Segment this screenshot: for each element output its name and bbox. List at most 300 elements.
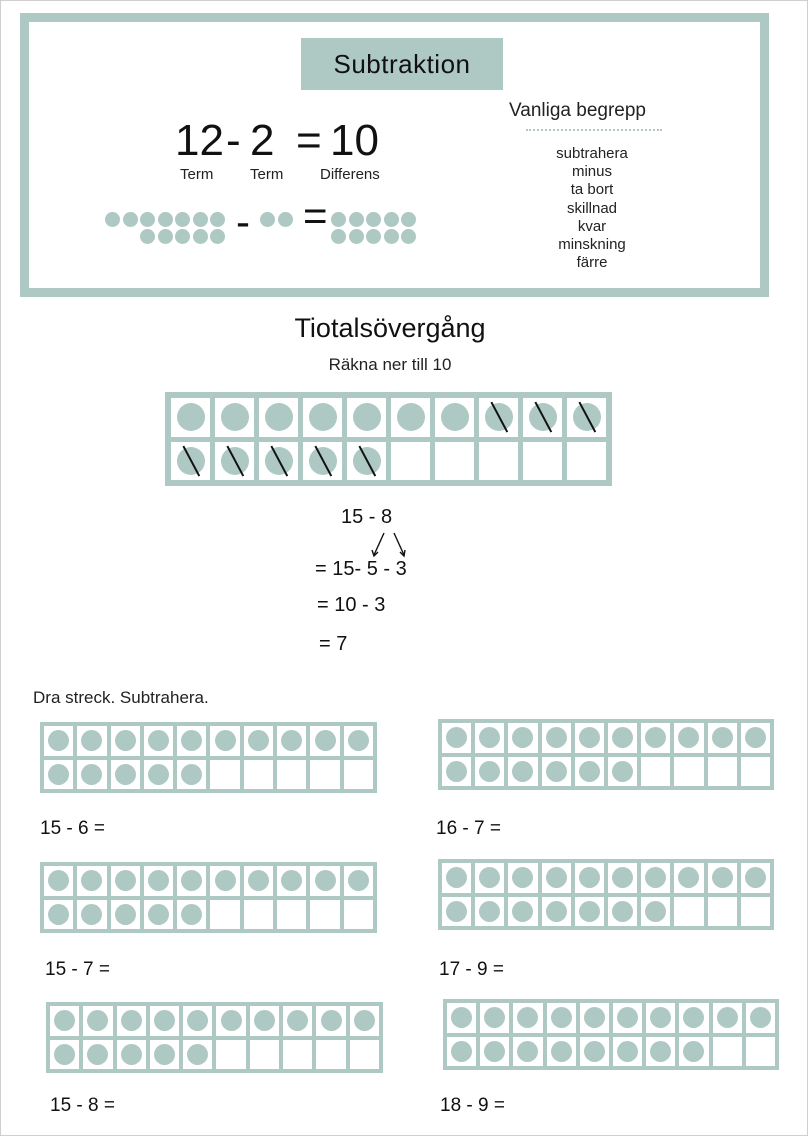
ten-frame-cell bbox=[442, 723, 471, 753]
exercise-ten-frame[interactable] bbox=[438, 859, 774, 930]
counter-dot bbox=[54, 1044, 75, 1065]
ten-frame-cell bbox=[447, 1003, 476, 1033]
equation-second-term: 2 bbox=[250, 116, 275, 165]
counter-dot bbox=[48, 764, 69, 785]
counter-dot bbox=[645, 727, 666, 748]
ten-frame-cell bbox=[641, 757, 670, 787]
ten-frame-cell bbox=[303, 442, 342, 481]
counter-dot bbox=[105, 212, 120, 227]
ten-frame-cell bbox=[210, 900, 239, 930]
exercise-problem: 15 - 7 = bbox=[45, 959, 110, 980]
page-title: Subtraktion bbox=[301, 38, 503, 90]
counter-dot bbox=[551, 1041, 572, 1062]
ten-frame-cell bbox=[713, 1003, 742, 1033]
ten-frame-cell bbox=[567, 442, 606, 481]
exercise-instruction: Dra streck. Subtrahera. bbox=[33, 688, 209, 707]
counter-dot bbox=[546, 867, 567, 888]
counter-dot bbox=[384, 212, 399, 227]
counter-dot bbox=[148, 870, 169, 891]
ten-frame-cell bbox=[741, 897, 770, 927]
counter-dot bbox=[115, 904, 136, 925]
counter-dot bbox=[115, 870, 136, 891]
ten-frame-cell bbox=[77, 726, 106, 756]
counter-dot bbox=[321, 1010, 342, 1031]
counter-dot bbox=[484, 1041, 505, 1062]
ten-frame-cell bbox=[608, 863, 637, 893]
counter-dot bbox=[87, 1044, 108, 1065]
ten-frame-cell bbox=[77, 760, 106, 790]
counter-dot bbox=[479, 867, 500, 888]
counter-dot bbox=[645, 901, 666, 922]
ten-frame-cell bbox=[435, 398, 474, 437]
counter-dot bbox=[210, 229, 225, 244]
counter-dot bbox=[745, 867, 766, 888]
exercise-problem: 15 - 6 = bbox=[40, 818, 105, 839]
counter-dot bbox=[451, 1041, 472, 1062]
ten-frame-cell bbox=[475, 897, 504, 927]
counter-dot bbox=[81, 730, 102, 751]
ten-frame-cell bbox=[50, 1040, 79, 1070]
counter-dot bbox=[123, 212, 138, 227]
ten-frame-cell bbox=[608, 757, 637, 787]
concept-item: ta bort bbox=[570, 181, 614, 199]
ten-frame-cell bbox=[674, 723, 703, 753]
counter-dot bbox=[349, 212, 364, 227]
ten-frame-cell bbox=[646, 1003, 675, 1033]
ten-frame-cell bbox=[513, 1037, 542, 1067]
counter-dot bbox=[181, 730, 202, 751]
ten-frame-cell bbox=[111, 900, 140, 930]
ten-frame-cell bbox=[713, 1037, 742, 1067]
equation-minus: - bbox=[226, 116, 241, 165]
counter-dot bbox=[712, 867, 733, 888]
counter-dot bbox=[579, 761, 600, 782]
ten-frame-cell bbox=[741, 723, 770, 753]
counter-dot bbox=[650, 1041, 671, 1062]
counter-dot bbox=[678, 867, 699, 888]
ten-frame-cell bbox=[250, 1006, 279, 1036]
counter-dot bbox=[366, 212, 381, 227]
ten-frame-cell bbox=[513, 1003, 542, 1033]
ten-frame-cell bbox=[708, 897, 737, 927]
ten-frame-cell bbox=[83, 1040, 112, 1070]
ten-frame-cell bbox=[391, 442, 430, 481]
counter-dot bbox=[181, 904, 202, 925]
counter-dot bbox=[254, 1010, 275, 1031]
counter-dot bbox=[617, 1041, 638, 1062]
ten-frame-cell bbox=[508, 897, 537, 927]
ten-frame-cell bbox=[523, 442, 562, 481]
counter-dot bbox=[348, 870, 369, 891]
counter-dot bbox=[678, 727, 699, 748]
ten-frame-cell bbox=[177, 760, 206, 790]
counter-dot bbox=[650, 1007, 671, 1028]
ten-frame-cell bbox=[746, 1037, 775, 1067]
concept-item: färre bbox=[576, 254, 608, 272]
counter-dot bbox=[115, 764, 136, 785]
ten-frame-cell bbox=[679, 1003, 708, 1033]
counter-dot bbox=[546, 761, 567, 782]
counter-dot bbox=[154, 1010, 175, 1031]
ten-frame-cell bbox=[613, 1037, 642, 1067]
ten-frame-cell bbox=[216, 1040, 245, 1070]
ten-frame-cell bbox=[523, 398, 562, 437]
ten-frame-cell bbox=[508, 757, 537, 787]
ten-frame-cell bbox=[679, 1037, 708, 1067]
ten-frame-cell bbox=[277, 866, 306, 896]
counter-dot bbox=[181, 764, 202, 785]
ten-frame-cell bbox=[542, 723, 571, 753]
counter-dot bbox=[158, 229, 173, 244]
ten-frame-cell bbox=[77, 900, 106, 930]
counter-dot bbox=[278, 212, 293, 227]
demo-ten-frame bbox=[165, 392, 612, 486]
ten-frame-cell bbox=[475, 723, 504, 753]
ten-frame-cell bbox=[44, 900, 73, 930]
counter-dot bbox=[48, 870, 69, 891]
counter-dot bbox=[551, 1007, 572, 1028]
section-subheading: Räkna ner till 10 bbox=[328, 355, 452, 374]
ten-frame-cell bbox=[547, 1003, 576, 1033]
exercise-ten-frame[interactable] bbox=[40, 722, 377, 793]
ten-frame-cell bbox=[183, 1006, 212, 1036]
ten-frame-cell bbox=[77, 866, 106, 896]
counter-dot bbox=[309, 447, 337, 475]
counter-dot bbox=[248, 730, 269, 751]
concept-item: skillnad bbox=[566, 199, 618, 217]
counter-dot bbox=[177, 403, 205, 431]
ten-frame-cell bbox=[216, 1006, 245, 1036]
counter-dot bbox=[612, 727, 633, 748]
counter-dot bbox=[546, 901, 567, 922]
ten-frame-cell bbox=[567, 398, 606, 437]
counter-dot bbox=[140, 212, 155, 227]
concept-item: minus bbox=[571, 163, 612, 181]
ten-frame-cell bbox=[347, 442, 386, 481]
counter-dot bbox=[397, 403, 425, 431]
counter-dot bbox=[54, 1010, 75, 1031]
ten-frame-cell bbox=[391, 398, 430, 437]
equation-equals: = bbox=[296, 116, 322, 165]
counter-dot bbox=[309, 403, 337, 431]
ten-frame-cell bbox=[508, 723, 537, 753]
ten-frame-cell bbox=[83, 1006, 112, 1036]
ten-frame-cell bbox=[244, 726, 273, 756]
ten-frame-cell bbox=[111, 726, 140, 756]
ten-frame-cell bbox=[316, 1006, 345, 1036]
dot-model-minus: - bbox=[236, 198, 250, 245]
ten-frame-cell bbox=[442, 897, 471, 927]
counter-dot bbox=[121, 1010, 142, 1031]
counter-dot bbox=[584, 1041, 605, 1062]
ten-frame-cell bbox=[177, 726, 206, 756]
concepts-list bbox=[512, 145, 672, 272]
ten-frame-cell bbox=[244, 900, 273, 930]
ten-frame-cell bbox=[347, 398, 386, 437]
ten-frame-cell bbox=[117, 1006, 146, 1036]
counter-dot bbox=[517, 1007, 538, 1028]
counter-dot bbox=[181, 870, 202, 891]
counter-dot bbox=[750, 1007, 771, 1028]
step-line-1: 15 - 8 bbox=[341, 506, 393, 528]
ten-frame-cell bbox=[144, 900, 173, 930]
counter-dot bbox=[446, 761, 467, 782]
ten-frame-cell bbox=[50, 1006, 79, 1036]
ten-frame-cell bbox=[171, 442, 210, 481]
counter-dot bbox=[215, 730, 236, 751]
ten-frame-cell bbox=[111, 760, 140, 790]
label-term-second: Term bbox=[250, 166, 284, 183]
counter-dot bbox=[446, 727, 467, 748]
ten-frame-cell bbox=[508, 863, 537, 893]
ten-frame-cell bbox=[277, 760, 306, 790]
ten-frame-cell bbox=[479, 442, 518, 481]
step-line-3: = 10 - 3 bbox=[317, 594, 386, 616]
ten-frame-cell bbox=[111, 866, 140, 896]
counter-dot bbox=[573, 403, 601, 431]
step-line-4: = 7 bbox=[319, 633, 348, 655]
counter-dot bbox=[248, 870, 269, 891]
ten-frame-cell bbox=[244, 760, 273, 790]
label-difference: Differens bbox=[320, 166, 380, 183]
counter-dot bbox=[579, 867, 600, 888]
equation-first-term: 12 bbox=[175, 116, 224, 165]
ten-frame-cell bbox=[316, 1040, 345, 1070]
ten-frame-cell bbox=[741, 863, 770, 893]
counter-dot bbox=[193, 212, 208, 227]
ten-frame-cell bbox=[44, 760, 73, 790]
counter-dot bbox=[115, 730, 136, 751]
ten-frame-cell bbox=[310, 866, 339, 896]
counter-dot bbox=[348, 730, 369, 751]
counter-dot bbox=[175, 229, 190, 244]
ten-frame-cell bbox=[310, 900, 339, 930]
counter-dot bbox=[175, 212, 190, 227]
counter-dot bbox=[485, 403, 513, 431]
counter-dot bbox=[158, 212, 173, 227]
ten-frame-cell bbox=[150, 1006, 179, 1036]
counter-dot bbox=[148, 904, 169, 925]
counter-dot bbox=[315, 730, 336, 751]
ten-frame-cell bbox=[674, 863, 703, 893]
ten-frame-cell bbox=[44, 726, 73, 756]
ten-frame-cell bbox=[641, 863, 670, 893]
counter-dot bbox=[441, 403, 469, 431]
ten-frame-cell bbox=[708, 723, 737, 753]
ten-frame-cell bbox=[177, 866, 206, 896]
ten-frame-cell bbox=[646, 1037, 675, 1067]
ten-frame-cell bbox=[447, 1037, 476, 1067]
ten-frame-cell bbox=[708, 863, 737, 893]
counter-dot bbox=[281, 730, 302, 751]
counter-dot bbox=[353, 403, 381, 431]
ten-frame-cell bbox=[144, 866, 173, 896]
ten-frame-cell bbox=[674, 897, 703, 927]
ten-frame-cell bbox=[44, 866, 73, 896]
ten-frame-cell bbox=[310, 726, 339, 756]
counter-dot bbox=[331, 212, 346, 227]
section-heading: Tiotalsövergång bbox=[294, 313, 486, 343]
counter-dot bbox=[612, 901, 633, 922]
exercise-problem: 15 - 8 = bbox=[50, 1095, 115, 1116]
counter-dot bbox=[87, 1010, 108, 1031]
counter-dot bbox=[712, 727, 733, 748]
ten-frame-cell bbox=[259, 398, 298, 437]
ten-frame-cell bbox=[641, 897, 670, 927]
exercise-ten-frame[interactable] bbox=[40, 862, 377, 933]
counter-dot bbox=[81, 764, 102, 785]
ten-frame-cell bbox=[303, 398, 342, 437]
ten-frame-cell bbox=[580, 1003, 609, 1033]
ten-frame-cell bbox=[277, 726, 306, 756]
ten-frame-cell bbox=[283, 1040, 312, 1070]
counter-dot bbox=[512, 901, 533, 922]
ten-frame-cell bbox=[244, 866, 273, 896]
counter-dot bbox=[612, 867, 633, 888]
counter-dot bbox=[281, 870, 302, 891]
ten-frame-cell bbox=[283, 1006, 312, 1036]
ten-frame-cell bbox=[480, 1003, 509, 1033]
ten-frame-cell bbox=[442, 863, 471, 893]
counter-dot bbox=[148, 730, 169, 751]
ten-frame-cell bbox=[708, 757, 737, 787]
ten-frame-cell bbox=[344, 760, 373, 790]
ten-frame-cell bbox=[741, 757, 770, 787]
ten-frame-cell bbox=[350, 1040, 379, 1070]
ten-frame-cell bbox=[344, 726, 373, 756]
concept-item: subtrahera bbox=[556, 145, 628, 162]
ten-frame-cell bbox=[435, 442, 474, 481]
ten-frame-cell bbox=[310, 760, 339, 790]
counter-dot bbox=[745, 727, 766, 748]
counter-dot bbox=[579, 901, 600, 922]
counter-dot bbox=[446, 867, 467, 888]
ten-frame-cell bbox=[575, 863, 604, 893]
ten-frame-cell bbox=[547, 1037, 576, 1067]
ten-frame-cell bbox=[210, 726, 239, 756]
counter-dot bbox=[683, 1007, 704, 1028]
counter-dot bbox=[187, 1044, 208, 1065]
counter-dot bbox=[401, 229, 416, 244]
concepts-divider bbox=[526, 129, 662, 131]
ten-frame-cell bbox=[608, 897, 637, 927]
ten-frame-cell bbox=[746, 1003, 775, 1033]
counter-dot bbox=[187, 1010, 208, 1031]
exercise-ten-frame[interactable] bbox=[443, 999, 779, 1070]
counter-dot bbox=[645, 867, 666, 888]
exercise-ten-frame[interactable] bbox=[46, 1002, 383, 1073]
counter-dot bbox=[260, 212, 275, 227]
counter-dot bbox=[366, 229, 381, 244]
ten-frame-cell bbox=[277, 900, 306, 930]
counter-dot bbox=[121, 1044, 142, 1065]
ten-frame-cell bbox=[480, 1037, 509, 1067]
counter-dot bbox=[446, 901, 467, 922]
counter-dot bbox=[193, 229, 208, 244]
counter-dot bbox=[215, 870, 236, 891]
counter-dot bbox=[401, 212, 416, 227]
ten-frame-cell bbox=[479, 398, 518, 437]
counter-dot bbox=[81, 904, 102, 925]
counter-dot bbox=[177, 447, 205, 475]
counter-dot bbox=[546, 727, 567, 748]
concept-item: minskning bbox=[558, 236, 626, 254]
ten-frame-cell bbox=[171, 398, 210, 437]
counter-dot bbox=[512, 867, 533, 888]
counter-dot bbox=[140, 229, 155, 244]
ten-frame-cell bbox=[144, 726, 173, 756]
ten-frame-cell bbox=[613, 1003, 642, 1033]
counter-dot bbox=[484, 1007, 505, 1028]
ten-frame-cell bbox=[215, 398, 254, 437]
counter-dot bbox=[579, 727, 600, 748]
ten-frame-cell bbox=[442, 757, 471, 787]
split-arrows-icon bbox=[362, 530, 422, 560]
ten-frame-cell bbox=[542, 757, 571, 787]
counter-dot bbox=[512, 761, 533, 782]
counter-dot bbox=[479, 727, 500, 748]
ten-frame-cell bbox=[580, 1037, 609, 1067]
counter-dot bbox=[221, 403, 249, 431]
ten-frame-cell bbox=[144, 760, 173, 790]
ten-frame-cell bbox=[215, 442, 254, 481]
ten-frame-cell bbox=[344, 866, 373, 896]
counter-dot bbox=[210, 212, 225, 227]
counter-dot bbox=[265, 447, 293, 475]
counter-dot bbox=[221, 447, 249, 475]
ten-frame-cell bbox=[575, 757, 604, 787]
counter-dot bbox=[81, 870, 102, 891]
ten-frame-cell bbox=[542, 863, 571, 893]
counter-dot bbox=[479, 901, 500, 922]
counter-dot bbox=[529, 403, 557, 431]
concept-item: kvar bbox=[577, 217, 607, 235]
counter-dot bbox=[265, 403, 293, 431]
equation-result: 10 bbox=[330, 116, 379, 165]
counter-dot bbox=[221, 1010, 242, 1031]
counter-dot bbox=[479, 761, 500, 782]
ten-frame-cell bbox=[641, 723, 670, 753]
ten-frame-cell bbox=[210, 760, 239, 790]
counter-dot bbox=[512, 727, 533, 748]
ten-frame-cell bbox=[259, 442, 298, 481]
counter-dot bbox=[315, 870, 336, 891]
ten-frame-cell bbox=[475, 863, 504, 893]
label-term-first: Term bbox=[180, 166, 214, 183]
counter-dot bbox=[287, 1010, 308, 1031]
counter-dot bbox=[154, 1044, 175, 1065]
ten-frame-cell bbox=[117, 1040, 146, 1070]
ten-frame-cell bbox=[350, 1006, 379, 1036]
counter-dot bbox=[48, 730, 69, 751]
counter-dot bbox=[384, 229, 399, 244]
ten-frame-cell bbox=[575, 897, 604, 927]
exercise-problem: 17 - 9 = bbox=[439, 959, 504, 980]
step-line-2: = 15- 5 - 3 bbox=[315, 558, 407, 580]
counter-dot bbox=[717, 1007, 738, 1028]
counter-dot bbox=[331, 229, 346, 244]
counter-dot bbox=[584, 1007, 605, 1028]
counter-dot bbox=[451, 1007, 472, 1028]
dot-model-equals: = bbox=[303, 192, 328, 239]
ten-frame-cell bbox=[210, 866, 239, 896]
counter-dot bbox=[517, 1041, 538, 1062]
counter-dot bbox=[683, 1041, 704, 1062]
exercise-ten-frame[interactable] bbox=[438, 719, 774, 790]
concepts-title: Vanliga begrepp bbox=[509, 100, 646, 121]
counter-dot bbox=[612, 761, 633, 782]
exercise-problem: 16 - 7 = bbox=[436, 818, 501, 839]
